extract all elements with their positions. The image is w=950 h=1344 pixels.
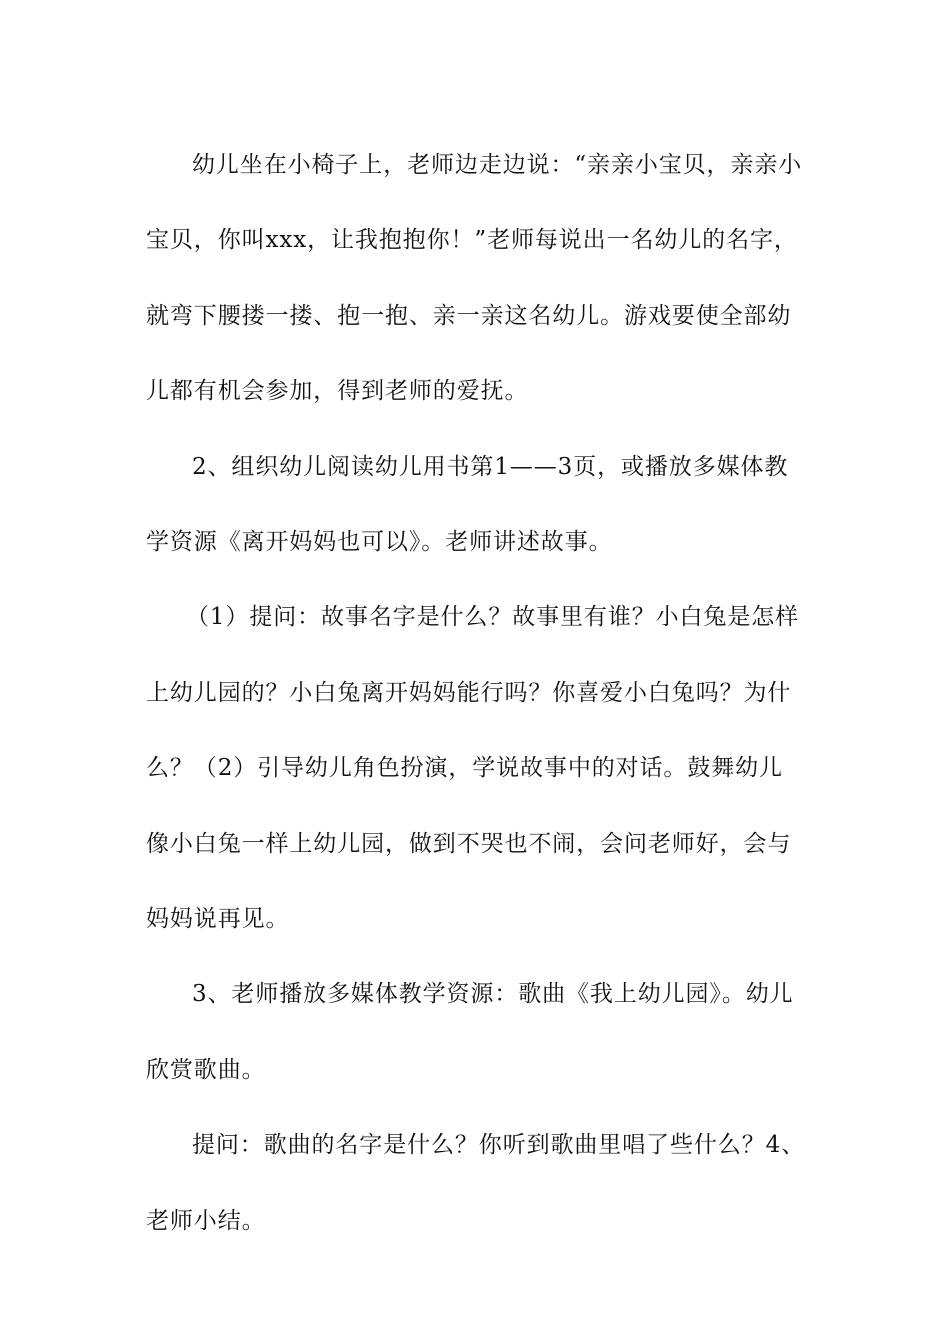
paragraph-song-questions: 提问：歌曲的名字是什么？你听到歌曲里唱了些什么？4、老师小结。 bbox=[146, 1132, 806, 1234]
paragraph-step-3: 3、老师播放多媒体教学资源：歌曲《我上幼儿园》。幼儿欣赏歌曲。 bbox=[146, 981, 794, 1083]
paragraph-game-description: 幼儿坐在小椅子上，老师边走边说：“亲亲小宝贝，亲亲小宝贝，你叫xxx，让我抱抱你！”老师每说出一名幼儿的名字，就弯下腰搂一搂、抱一抱、亲一亲这名幼儿。游戏要使全部幼儿都有机会参加，得到老师的爱抚。 bbox=[146, 152, 803, 405]
paragraph-questions: （1）提问：故事名字是什么？故事里有谁？小白兔是怎样上幼儿园的？小白兔离开妈妈能行吗？你喜爱小白兔吗？为什么？（2）引导幼儿角色扮演，学说故事中的对话。鼓舞幼儿像小白兔一样上幼儿园，做到不哭也不闹，会问老师好，会与妈妈说再见。 bbox=[146, 604, 800, 933]
document-body bbox=[146, 128, 806, 1259]
paragraph-step-2: 2、组织幼儿阅读幼儿用书第1——3页，或播放多媒体教学资源《离开妈妈也可以》。老师讲述故事。 bbox=[146, 453, 789, 556]
